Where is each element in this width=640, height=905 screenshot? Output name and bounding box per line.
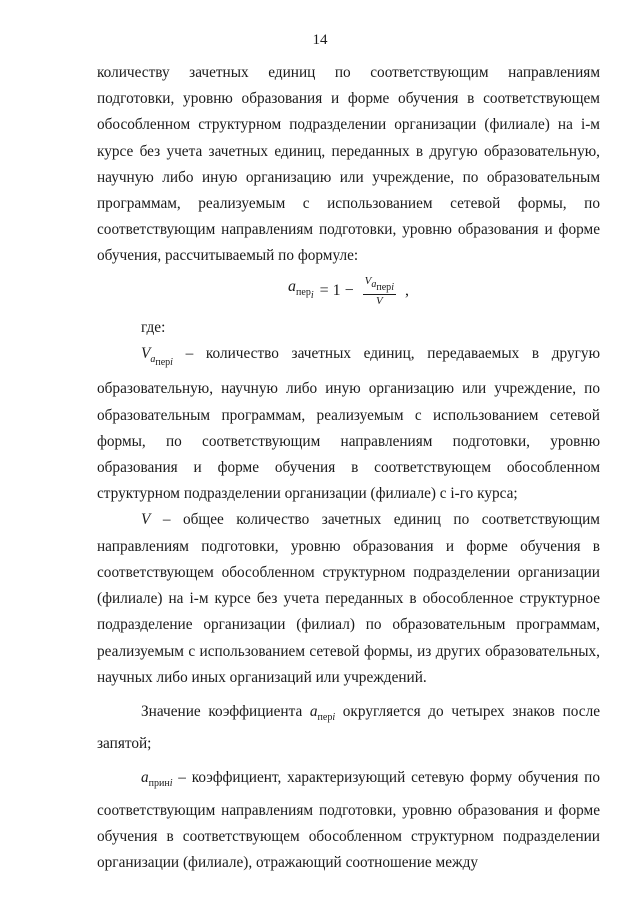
formula-tail: , [404,282,409,300]
rounding-paragraph: Значение коэффициента $a_{перi}$ округляется до четырех знаков после запятой; [97,702,600,753]
paragraph: количеству зачетных единиц по соответствующим направлениям подготовки, уровню образования и форме обучения в соответствующем обособленном структурном подразделении организации (филиале) на i-м курсе без учета зачетных единиц, переданных в другую образовательную, научную либо иную организацию или учреждение, по образовательным программам, реализуемым с использованием сетевой формы, по соответствующим направлениям подготовки, уровню образования и форме обучения, рассчитываемый по формуле: [97,64,600,265]
formula-fraction [363,275,396,308]
formula-numerator: $V_{a_{перi}}$ [364,274,394,293]
page-number: 14 [312,32,328,48]
formula-equals: = 1 − [319,282,354,300]
formula [97,274,600,309]
definition-paragraph: $V_{a_{перi}}$ – количество зачетных единиц, передаваемых в другую образовательную, научную либо иную организацию или учреждение, по образовательным программам, реализуемым с использованием сетевой формы, по соответствующим направлениям подготовки, уровню образования и форме обучения в соответствующем обособленном структурном подразделении организации (филиале) с i-го курса; [97,345,600,503]
document-body [97,60,600,876]
where-label: где: [141,319,166,337]
definition-paragraph: V – общее количество зачетных единиц по соответствующим направлениям подготовки, уровню образования и форме обучения в соответствующем обособленном структурном подразделении организации (филиале) на i-м курсе без учета переданных в обособленное структурное подразделение организации (филиал) по образовательным программам, реализуемым с использованием сетевой формы, из других образовательных, научных либо иных организаций или учреждений. [97,511,600,686]
definition-paragraph: $a_{принi}$ – коэффициент, характеризующий сетевую форму обучения по соответствующим направлениям подготовки, уровню образования и форме обучения в соответствующем обособленном структурном подразделении организации (филиале), отражающий соотношение между [97,769,600,872]
formula-lhs: $a_{пер_i}$ [288,277,314,301]
formula-denominator: V [375,294,383,307]
